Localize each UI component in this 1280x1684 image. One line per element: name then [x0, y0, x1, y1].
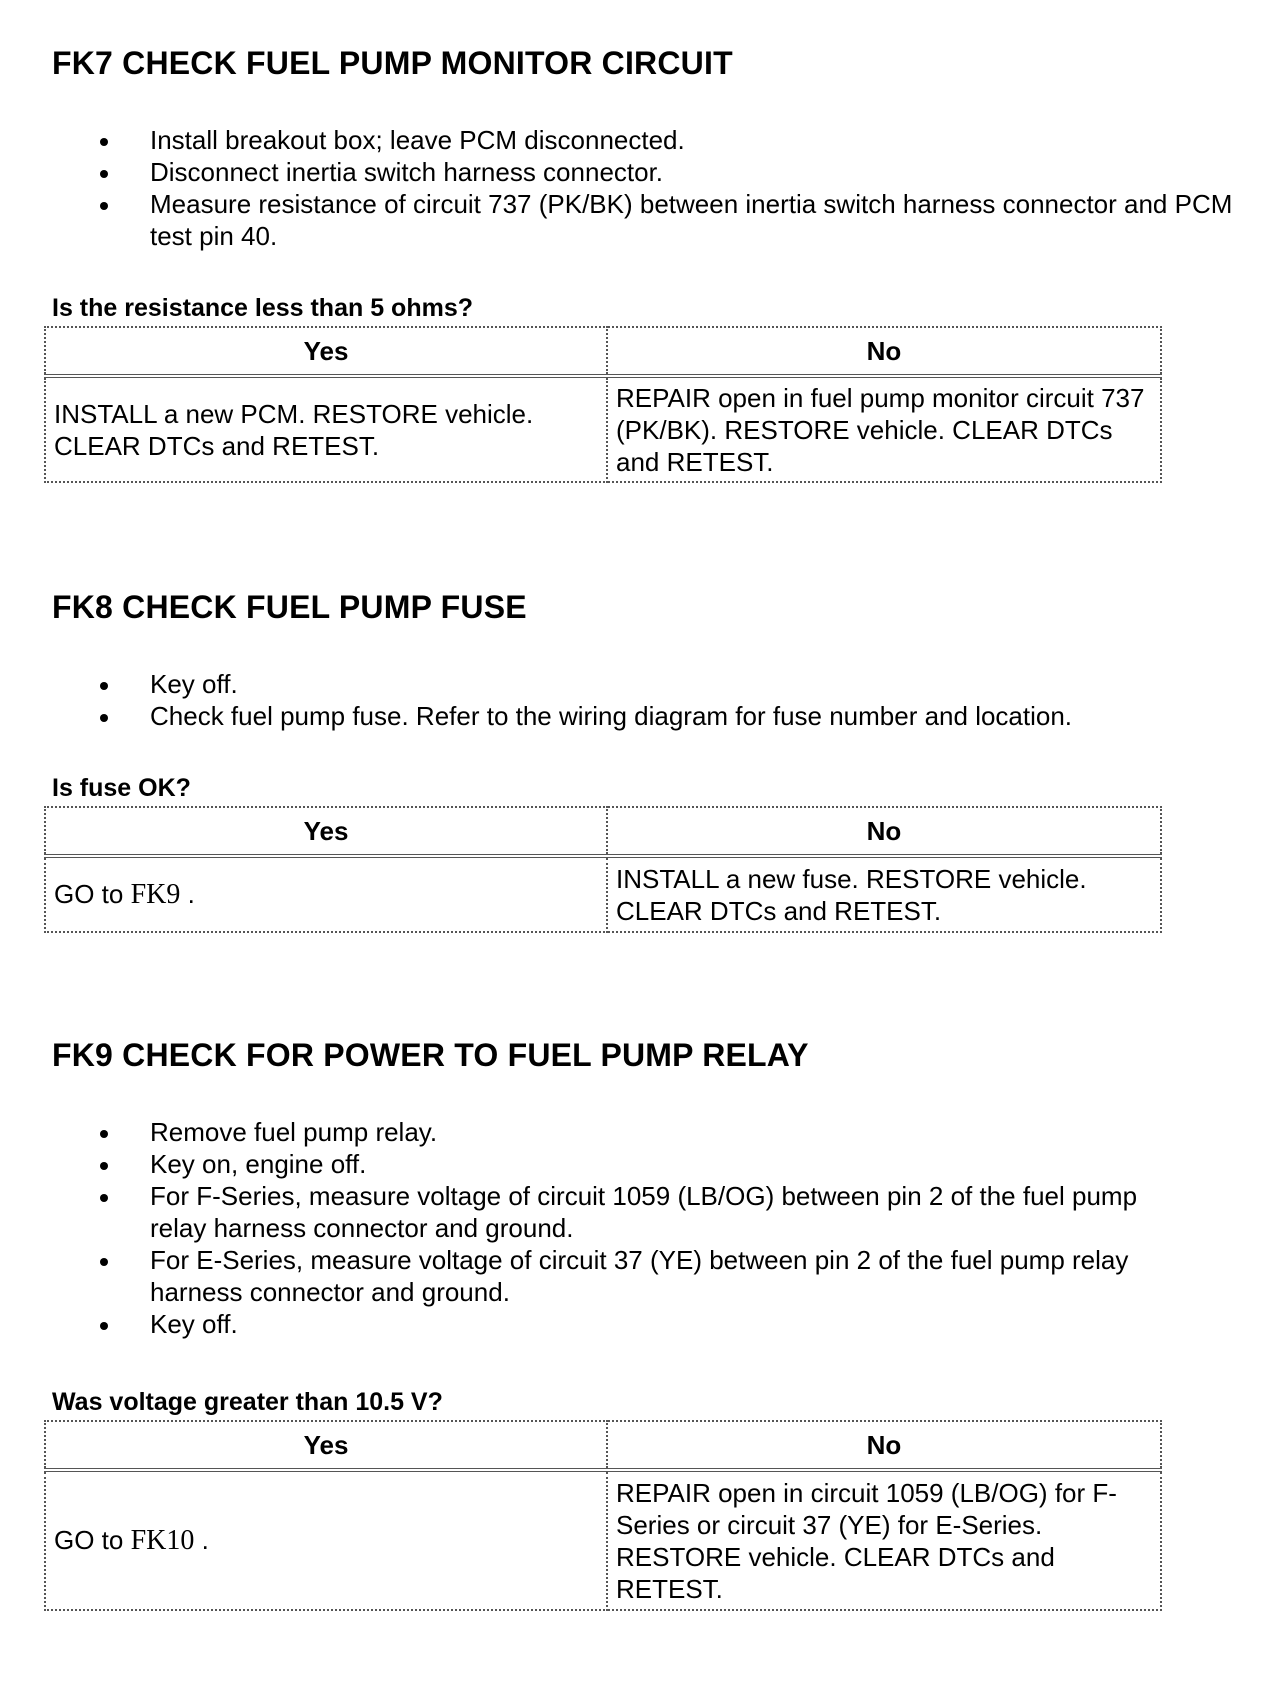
step-item: Key on, engine off. [100, 1148, 1280, 1180]
question-heading: Is fuse OK? [52, 774, 191, 802]
section-fk8 [52, 588, 1232, 926]
step-item: Disconnect inertia switch harness connector. [100, 156, 1280, 188]
section-title: FK9 CHECK FOR POWER TO FUEL PUMP RELAY [52, 1037, 809, 1073]
no-cell: REPAIR open in circuit 1059 (LB/OG) for F-Series or circuit 37 (YE) for E-Series. RESTORE vehicle. CLEAR DTCs and RETEST. [607, 1470, 1161, 1610]
yes-header: Yes [45, 807, 607, 856]
step-list [100, 668, 1280, 732]
section-title: FK7 CHECK FUEL PUMP MONITOR CIRCUIT [52, 45, 733, 81]
step-item: For E-Series, measure voltage of circuit 37 (YE) between pin 2 of the fuel pump relay harness connector and ground. [100, 1244, 1200, 1308]
question-heading: Was voltage greater than 10.5 V? [52, 1388, 443, 1416]
section-fk7 [52, 44, 1233, 477]
no-header: No [607, 1421, 1161, 1470]
section-fk9 [52, 1036, 1232, 1604]
yes-suffix: . [194, 1525, 209, 1555]
yes-cell: INSTALL a new PCM. RESTORE vehicle. CLEAR DTCs and RETEST. [45, 376, 607, 482]
yes-suffix: . [180, 879, 195, 909]
yes-prefix: GO to [54, 1525, 131, 1555]
no-header: No [607, 327, 1161, 376]
decision-table [44, 806, 1162, 933]
no-header: No [607, 807, 1161, 856]
fk9-link[interactable]: FK9 [130, 879, 181, 910]
yes-header: Yes [45, 1421, 607, 1470]
decision-table [44, 326, 1162, 483]
yes-prefix: GO to [54, 879, 131, 909]
decision-table [44, 1420, 1162, 1611]
step-item: Install breakout box; leave PCM disconnected. [100, 124, 1280, 156]
no-cell: INSTALL a new fuse. RESTORE vehicle. CLEAR DTCs and RETEST. [607, 856, 1161, 932]
question-heading: Is the resistance less than 5 ohms? [52, 294, 473, 322]
step-item: For F-Series, measure voltage of circuit 1059 (LB/OG) between pin 2 of the fuel pump relay harness connector and ground. [100, 1180, 1200, 1244]
yes-cell [45, 1470, 607, 1610]
yes-header: Yes [45, 327, 607, 376]
step-item: Check fuel pump fuse. Refer to the wiring diagram for fuse number and location. [100, 700, 1280, 732]
step-item: Key off. [100, 1308, 1280, 1340]
step-list [100, 124, 1280, 252]
step-list [100, 1116, 1280, 1340]
yes-cell [45, 856, 607, 932]
section-title: FK8 CHECK FUEL PUMP FUSE [52, 589, 527, 625]
fk10-link[interactable]: FK10 [130, 1525, 195, 1556]
step-item: Remove fuel pump relay. [100, 1116, 1280, 1148]
step-item: Key off. [100, 668, 1280, 700]
step-item: Measure resistance of circuit 737 (PK/BK) between inertia switch harness connector and PCM test pin 40. [100, 188, 1240, 252]
no-cell: REPAIR open in fuel pump monitor circuit 737 (PK/BK). RESTORE vehicle. CLEAR DTCs and RETEST. [607, 376, 1161, 482]
